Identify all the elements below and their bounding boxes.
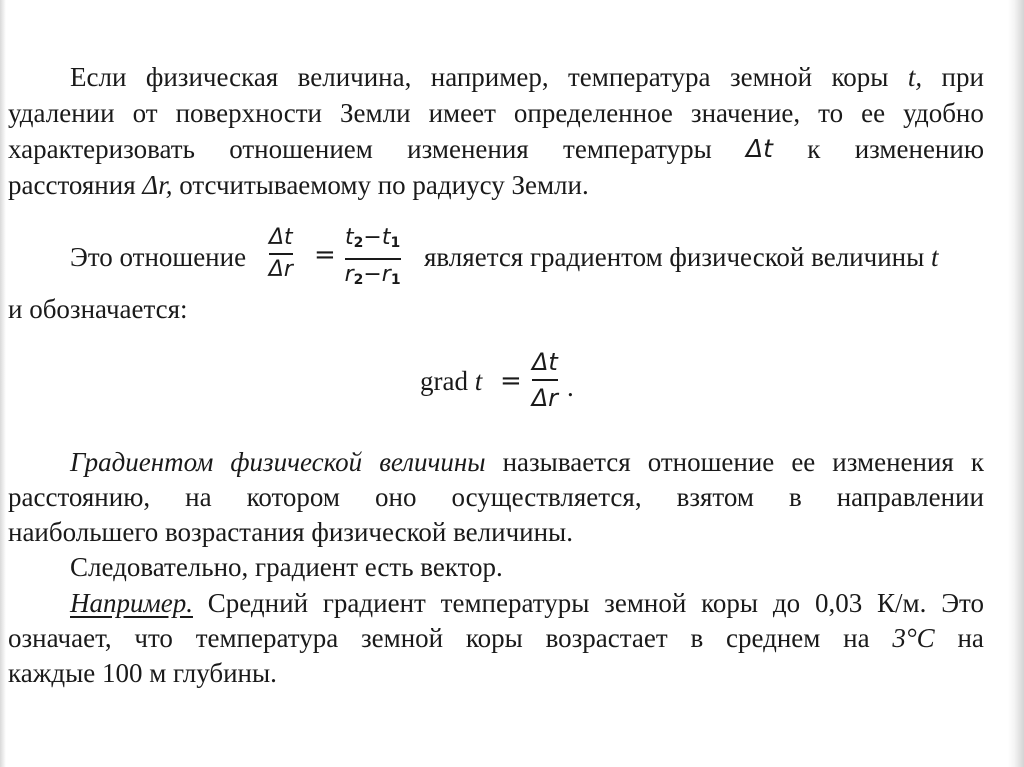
example-line-2 xyxy=(8,623,984,653)
paragraph-2-rest xyxy=(424,242,939,272)
subscript: 2 xyxy=(353,235,364,251)
formula-fraction xyxy=(530,348,560,412)
word: К/м. xyxy=(877,588,927,618)
example-line-3: каждые 100 м глубины. xyxy=(8,658,277,688)
word: среднем xyxy=(725,623,821,653)
minus-t: −t xyxy=(363,225,391,250)
word: температура xyxy=(195,623,339,653)
word: Если xyxy=(70,62,127,92)
word: значение, xyxy=(690,98,801,128)
word: например, xyxy=(430,62,549,92)
word: что xyxy=(134,623,173,653)
variable-t: t xyxy=(474,366,483,396)
word: то xyxy=(818,98,844,128)
text: отсчитываемому по радиусу Земли. xyxy=(179,170,589,200)
word: котором xyxy=(246,482,340,512)
r: r xyxy=(344,262,354,287)
word: на xyxy=(957,623,984,653)
numerator: Δt xyxy=(532,348,558,376)
word: означает, xyxy=(8,623,112,653)
word: земной xyxy=(729,62,813,92)
word: расстояния xyxy=(8,170,136,200)
conclusion-line: Следовательно, градиент есть вектор. xyxy=(70,552,503,582)
page-left-shadow xyxy=(0,0,6,767)
variable-t: t xyxy=(931,242,939,272)
t: t xyxy=(345,225,354,250)
paragraph-1-line-3 xyxy=(8,134,984,164)
denominator: Δr xyxy=(532,379,558,412)
term-word: Градиентом xyxy=(70,447,214,477)
word: к xyxy=(807,134,821,164)
formula-period: . xyxy=(567,372,574,402)
word: на xyxy=(185,482,212,512)
numerator xyxy=(343,226,402,258)
page-right-shadow xyxy=(1008,0,1024,767)
word: характеризовать xyxy=(8,134,195,164)
term-word: физической xyxy=(230,447,363,477)
word: удалении xyxy=(8,98,115,128)
definition-line-1 xyxy=(70,447,984,477)
paragraph-1-line-4 xyxy=(8,170,589,200)
word: коры xyxy=(465,623,523,653)
word: физическая xyxy=(145,62,279,92)
word: изменению xyxy=(854,134,984,164)
word: земной xyxy=(360,623,444,653)
word: определенное xyxy=(513,98,673,128)
word: до xyxy=(772,588,801,618)
word: к xyxy=(970,447,984,477)
numerator: Δt xyxy=(269,225,293,250)
word: Это xyxy=(941,588,984,618)
word: изменения xyxy=(832,447,954,477)
word: ее xyxy=(791,447,816,477)
word: расстоянию, xyxy=(8,482,151,512)
definition-line-2 xyxy=(8,482,984,512)
word: градиент xyxy=(322,588,426,618)
word: взятом xyxy=(676,482,754,512)
variable-t: t, xyxy=(907,62,923,92)
word: коры xyxy=(701,588,759,618)
word: имеет xyxy=(428,98,496,128)
word: возрастает xyxy=(545,623,668,653)
fraction-delta-t-over-delta-r xyxy=(267,226,295,282)
minus-r: −r xyxy=(363,262,391,287)
paragraph-2-line-2: и обозначается: xyxy=(8,294,188,324)
word: температуры xyxy=(440,588,590,618)
word: температура xyxy=(568,62,711,92)
word: Средний xyxy=(207,588,309,618)
example-label: Например. xyxy=(70,588,193,618)
word: на xyxy=(843,623,870,653)
delta-t-symbol: Δt xyxy=(746,134,773,163)
word: ее xyxy=(861,98,886,128)
subscript: 1 xyxy=(390,272,401,288)
subscript: 2 xyxy=(353,272,364,288)
word: направлении xyxy=(836,482,984,512)
term-word: величины xyxy=(379,447,486,477)
word: изменения xyxy=(407,134,529,164)
word: отношением xyxy=(229,134,373,164)
grad-operator: grad xyxy=(420,366,468,396)
delta-r-symbol: Δr, xyxy=(142,170,173,200)
formula-lhs xyxy=(420,366,482,396)
word: удобно xyxy=(903,98,984,128)
word: в xyxy=(788,482,802,512)
paragraph-1-line-2 xyxy=(8,98,984,128)
word: поверхности xyxy=(175,98,322,128)
fraction-differences xyxy=(343,226,402,292)
equals-sign: = xyxy=(500,366,522,396)
word: при xyxy=(941,62,984,92)
word: коры xyxy=(831,62,889,92)
equals-sign: = xyxy=(314,240,336,270)
word: осуществляется, xyxy=(451,482,642,512)
word: в xyxy=(690,623,704,653)
paragraph-2-intro: Это отношение xyxy=(70,242,247,272)
example-line-1 xyxy=(70,588,984,618)
paragraph-1-line-1 xyxy=(70,62,984,92)
temperature-value: 3°С xyxy=(892,623,935,653)
word: температуры xyxy=(563,134,712,164)
denominator xyxy=(345,258,401,292)
definition-line-3: наибольшего возрастания физической величины. xyxy=(8,517,573,547)
text: является градиентом физической величины xyxy=(424,242,925,272)
word: земной xyxy=(604,588,687,618)
word: оно xyxy=(375,482,417,512)
word: от xyxy=(132,98,158,128)
denominator: Δr xyxy=(269,253,293,282)
word: Земли xyxy=(340,98,411,128)
word: называется xyxy=(502,447,631,477)
word: величина, xyxy=(297,62,412,92)
subscript: 1 xyxy=(390,235,401,251)
word: отношение xyxy=(647,447,775,477)
word: 0,03 xyxy=(814,588,863,618)
